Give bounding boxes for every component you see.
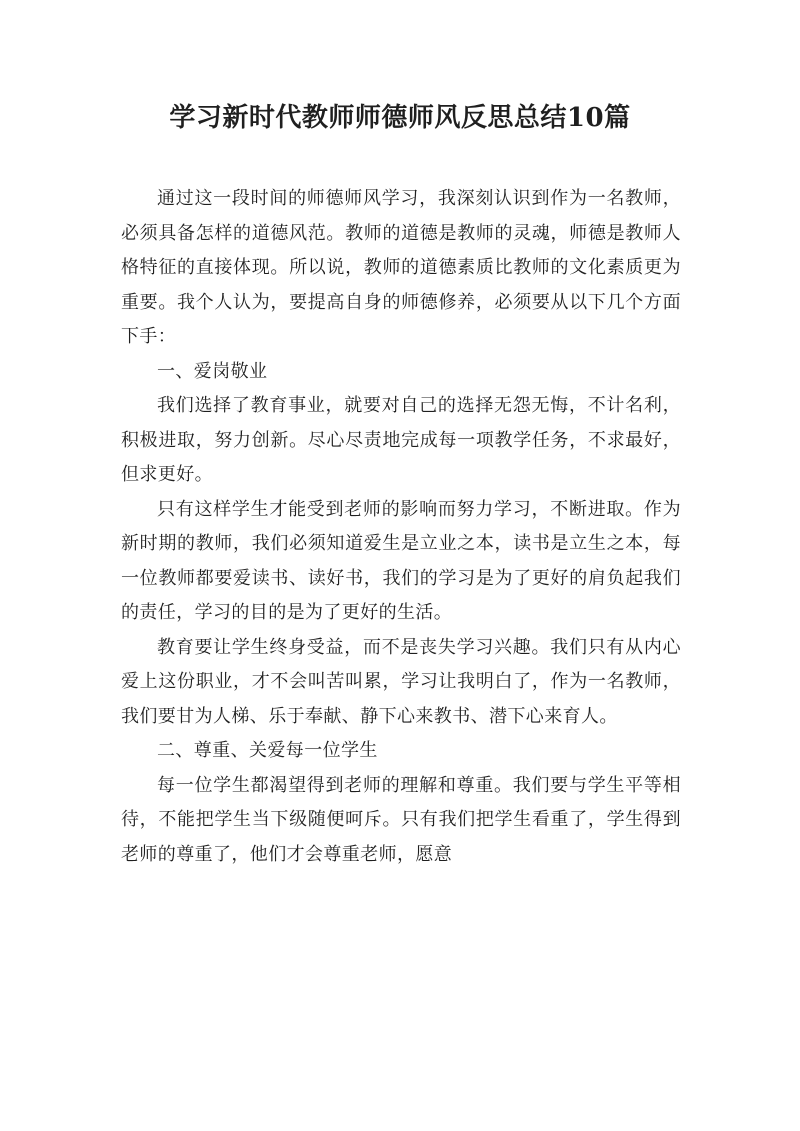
document-body [121,182,681,872]
document-title: 学习新时代教师师德师风反思总结10篇 [169,103,631,133]
paragraph: 我们选择了教育事业，就要对自己的选择无怨无悔，不计名利，积极进取，努力创新。尽心尽责地完成每一项教学任务，不求最好，但求更好。 [121,395,681,485]
section-heading-1: 一、爱岗敬业 [157,360,268,382]
paragraph: 只有这样学生才能受到老师的影响而努力学习，不断进取。作为新时期的教师，我们必须知道爱生是立业之本，读书是立生之本，每一位教师都要爱读书、读好书，我们的学习是为了更好的肩负起我们的责任，学习的目的是为了更好的生活。 [121,498,681,623]
paragraph: 每一位学生都渴望得到老师的理解和尊重。我们要与学生平等相待，不能把学生当下级随便呵斥。只有我们把学生看重了，学生得到老师的尊重了，他们才会尊重老师，愿意 [121,774,681,865]
section-heading-2: 二、尊重、关爱每一位学生 [157,740,378,761]
paragraph: 教育要让学生终身受益，而不是丧失学习兴趣。我们只有从内心爱上这份职业，才不会叫苦叫累，学习让我明白了，作为一名教师，我们要甘为人梯、乐于奉献、静下心来教书、潜下心来育人。 [121,636,681,727]
paragraph-intro: 通过这一段时间的师德师风学习，我深刻认识到作为一名教师，必须具备怎样的道德风范。教师的道德是教师的灵魂，师德是教师人格特征的直接体现。所以说，教师的道德素质比教师的文化素质更为重要。我个人认为，要提高自身的师德修养，必须要从以下几个方面下手： [121,188,681,347]
